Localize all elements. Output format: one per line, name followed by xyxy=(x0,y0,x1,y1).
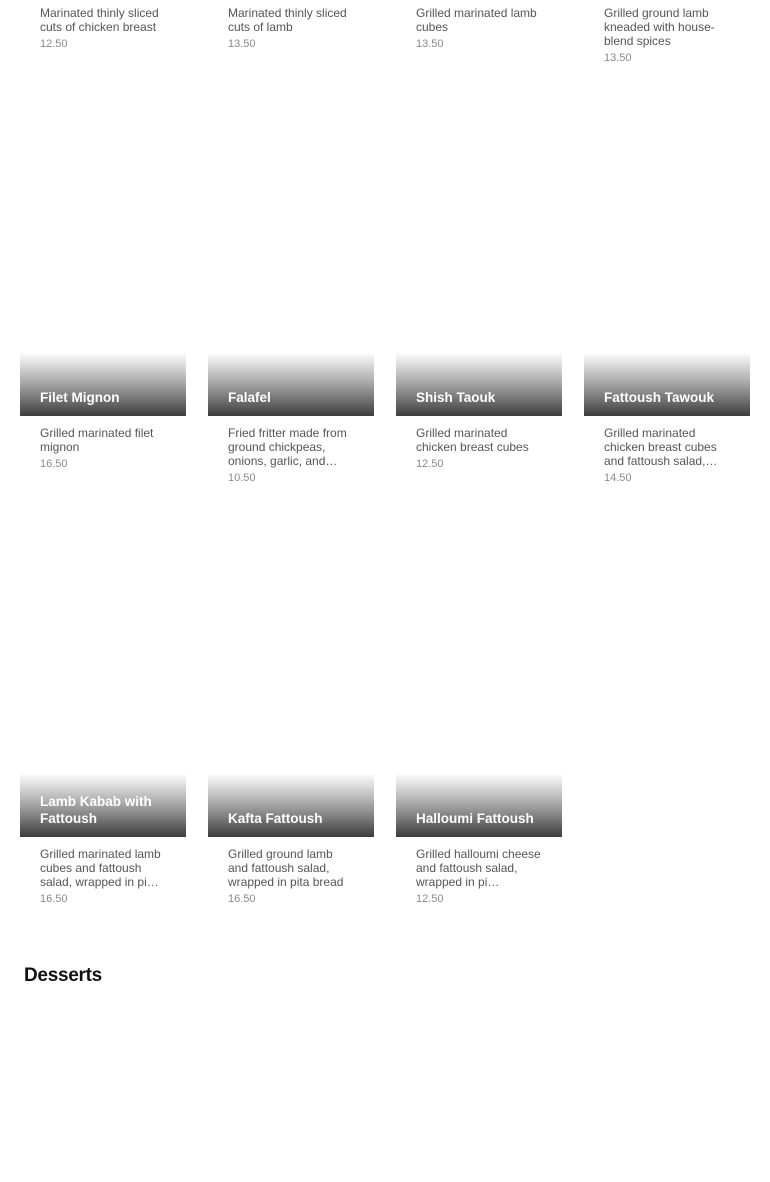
menu-item-price: 10.50 xyxy=(228,472,256,484)
menu-item-price: 12.50 xyxy=(40,38,68,50)
menu-item-card[interactable] xyxy=(20,352,186,471)
menu-item-name: Fattoush Tawouk xyxy=(604,390,714,405)
menu-item-description: Grilled marinated chicken breast cubes xyxy=(416,426,529,454)
menu-item-name: Shish Taouk xyxy=(416,390,496,405)
menu-item-body xyxy=(20,0,186,51)
menu-item-body xyxy=(396,416,562,471)
menu-item-body xyxy=(208,837,374,906)
menu-item-body xyxy=(208,416,374,485)
menu-item-price: 13.50 xyxy=(416,38,444,50)
menu-item-price: 16.50 xyxy=(40,458,68,470)
menu-item-name: Falafel xyxy=(228,390,271,405)
menu-item-body xyxy=(396,0,562,51)
menu-item-name: Kafta Fattoush xyxy=(228,811,323,826)
menu-item-card[interactable] xyxy=(584,352,750,485)
menu-item-card[interactable] xyxy=(208,352,374,485)
menu-item-price: 16.50 xyxy=(228,893,256,905)
menu-item-body xyxy=(20,837,186,906)
menu-item-image xyxy=(208,352,374,416)
menu-item-card[interactable] xyxy=(396,0,562,51)
menu-item-description: Grilled marinated chicken breast cubes and fattoush salad,… xyxy=(604,426,718,468)
menu-item-image xyxy=(396,773,562,837)
menu-item-body xyxy=(584,0,750,65)
menu-item-image xyxy=(584,352,750,416)
menu-item-image xyxy=(208,773,374,837)
menu-item-body xyxy=(396,837,562,906)
menu-item-description: Grilled ground lamb and fattoush salad, wrapped in pita bread xyxy=(228,847,344,889)
menu-item-body xyxy=(20,416,186,471)
menu-item-name: Lamb Kabab with Fattoush xyxy=(40,794,152,826)
menu-item-card[interactable] xyxy=(208,0,374,51)
menu-item-price: 13.50 xyxy=(228,38,256,50)
menu-item-description: Grilled marinated lamb cubes and fattoush salad, wrapped in pi… xyxy=(40,847,161,889)
menu-item-image xyxy=(20,773,186,837)
menu-item-price: 14.50 xyxy=(604,472,632,484)
menu-item-price: 16.50 xyxy=(40,893,68,905)
menu-item-description: Grilled marinated filet mignon xyxy=(40,426,154,454)
menu-item-description: Marinated thinly sliced cuts of chicken breast xyxy=(40,6,159,34)
menu-item-body xyxy=(208,0,374,51)
section-title-desserts: Desserts xyxy=(24,965,102,986)
menu-item-card[interactable] xyxy=(396,773,562,906)
menu-item-image xyxy=(396,352,562,416)
menu-item-card[interactable] xyxy=(584,0,750,65)
menu-item-price: 12.50 xyxy=(416,458,444,470)
menu-item-card[interactable] xyxy=(208,773,374,906)
menu-item-card[interactable] xyxy=(20,773,186,906)
menu-item-description: Grilled ground lamb kneaded with house-blend spices xyxy=(604,6,715,48)
menu-item-body xyxy=(584,416,750,485)
menu-item-card[interactable] xyxy=(396,352,562,471)
menu-item-description: Grilled marinated lamb cubes xyxy=(416,6,537,34)
menu-item-price: 12.50 xyxy=(416,893,444,905)
menu-item-description: Marinated thinly sliced cuts of lamb xyxy=(228,6,347,34)
menu-item-description: Fried fritter made from ground chickpeas, onions, garlic, and… xyxy=(228,426,347,468)
menu-item-name: Halloumi Fattoush xyxy=(416,811,534,826)
menu-item-name: Filet Mignon xyxy=(40,390,120,405)
menu-item-image xyxy=(20,352,186,416)
menu-item-card[interactable] xyxy=(20,0,186,51)
menu-item-price: 13.50 xyxy=(604,52,632,64)
menu-item-description: Grilled halloumi cheese and fattoush salad, wrapped in pi… xyxy=(416,847,541,889)
